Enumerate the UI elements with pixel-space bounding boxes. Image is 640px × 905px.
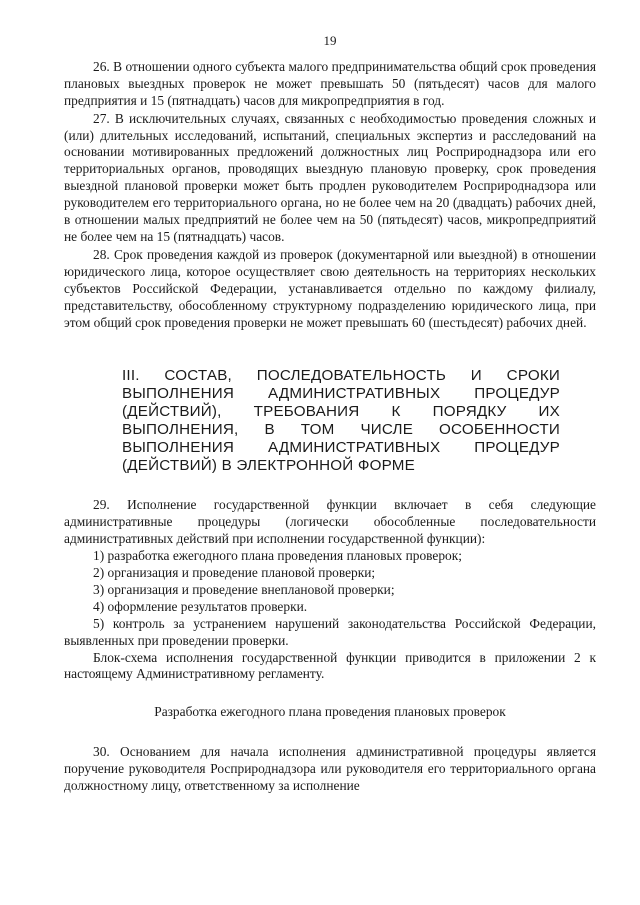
paragraph-30: 30. Основанием для начала исполнения административной процедуры является поручение руководителя Росприроднадзора или руководителя его территориального органа должностному лицу, ответственному за исполнение	[64, 744, 596, 794]
paragraph-27: 27. В исключительных случаях, связанных с необходимостью проведения сложных и (или) длительных исследований, испытаний, специальных экспертиз и расследований на основании мотивированных предложений должностных лиц Росприроднадзора или его территориальных органов, проводящих выездную плановую проверку, срок проведения выездной плановой проверки может быть продлен руководителем Росприроднадзора или руководителем его территориального органа, но не более чем на 20 (двадцать) рабочих дней, в отношении малых предприятий не более чем на 50 (пятьдесят) часов, микропредприятий не более чем на 15 (пятнадцать) часов.	[64, 110, 596, 244]
subheading-annual-plan: Разработка ежегодного плана проведения плановых проверок	[154, 704, 506, 720]
procedure-item-4: 4) оформление результатов проверки.	[93, 598, 308, 614]
procedure-item-2: 2) организация и проведение плановой проверки;	[93, 565, 376, 581]
page-number: 19	[323, 33, 337, 48]
procedure-item-5: 5) контроль за устранением нарушений законодательства Российской Федерации, выявленных при проведении проверки.	[64, 615, 596, 648]
procedure-item-3: 3) организация и проведение внеплановой проверки;	[93, 581, 395, 597]
paragraph-28: 28. Срок проведения каждой из проверок (документарной или выездной) в отношении юридического лица, которое осуществляет свою деятельность на территориях нескольких субъектов Российской Федерации, устанавливается отдельно по каждому филиалу, представительству, обособленному структурному подразделению юридического лица, при этом общий срок проведения проверки не может превышать 60 (шестьдесят) рабочих дней.	[64, 246, 596, 330]
section-heading-iii: III. СОСТАВ, ПОСЛЕДОВАТЕЛЬНОСТЬ И СРОКИ ВЫПОЛНЕНИЯ АДМИНИСТРАТИВНЫХ ПРОЦЕДУР (ДЕЙСТВИЙ), ТРЕБОВАНИЯ К ПОРЯДКУ ИХ ВЫПОЛНЕНИЯ, В ТОМ ЧИСЛЕ ОСОБЕННОСТИ ВЫПОЛНЕНИЯ АДМИНИСТРАТИВНЫХ ПРОЦЕДУР (ДЕЙСТВИЙ) В ЭЛЕКТРОННОЙ ФОРМЕ	[122, 367, 560, 475]
procedure-item-1: 1) разработка ежегодного плана проведения плановых проверок;	[93, 548, 462, 564]
flowchart-note: Блок-схема исполнения государственной функции приводится в приложении 2 к настоящему Административному регламенту.	[64, 649, 596, 682]
procedures-list	[64, 548, 596, 649]
paragraph-29: 29. Исполнение государственной функции включает в себя следующие административные процедуры (логически обособленные последовательности административных действий при исполнении государственной функции):	[64, 497, 596, 547]
paragraph-26: 26. В отношении одного субъекта малого предпринимательства общий срок проведения плановых выездных проверок не может превышать 50 (пятьдесят) часов для малого предприятия и 15 (пятнадцать) часов для микропредприятия в год.	[64, 58, 596, 108]
